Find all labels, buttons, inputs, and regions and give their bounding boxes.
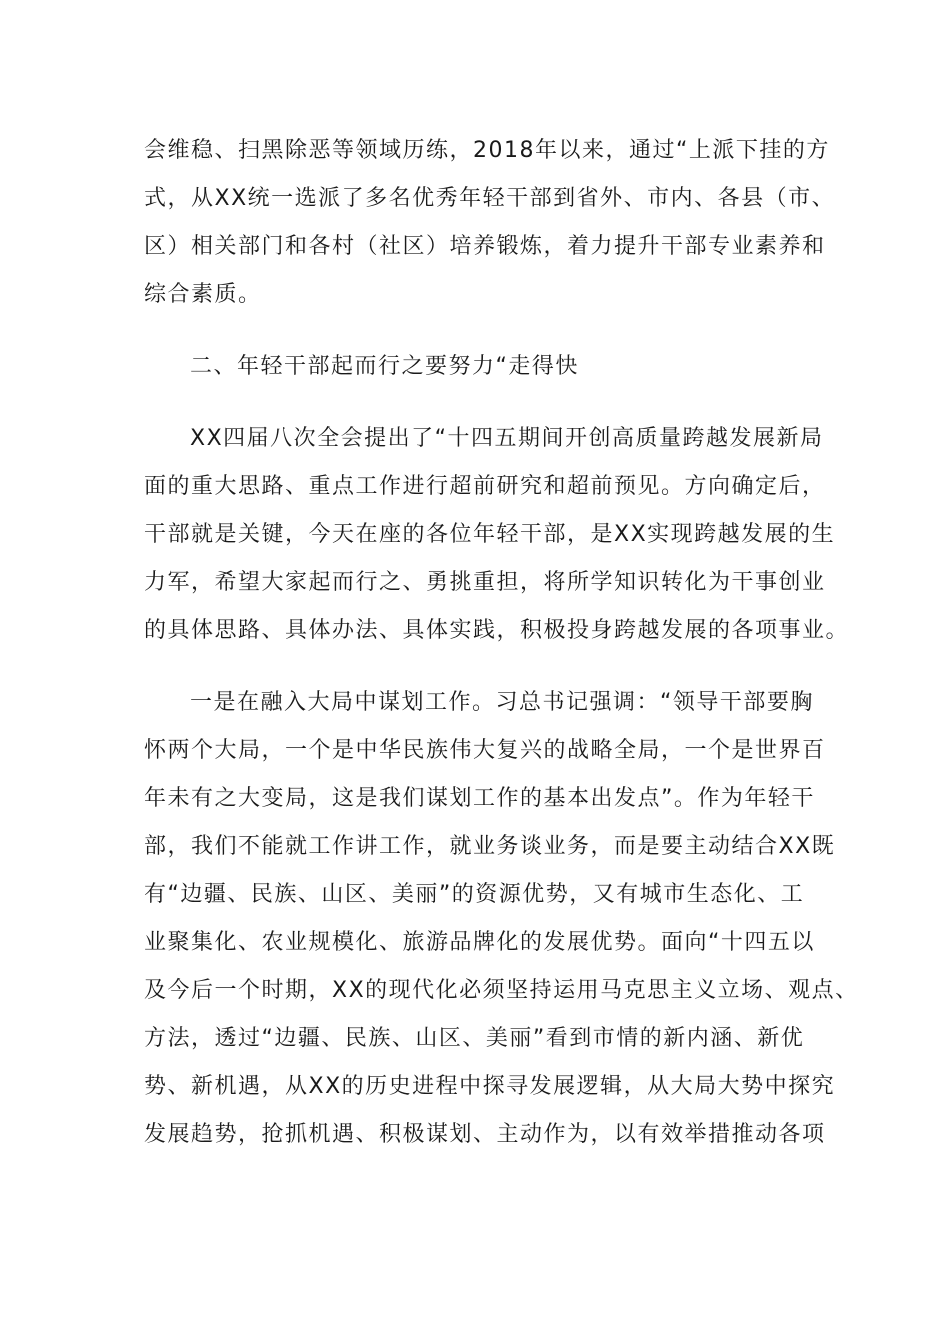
body-text-line: 业聚集化、农业规模化、旅游品牌化的发展优势。面向“十四五以 bbox=[144, 930, 815, 955]
body-text-line: 发展趋势，抢抓机遇、积极谋划、主动作为，以有效举措推动各项 bbox=[144, 1122, 826, 1147]
body-text-line: 面的重大思路、重点工作进行超前研究和超前预见。方向确定后， bbox=[144, 474, 826, 499]
section-heading: 二、年轻干部起而行之要努力“走得快 bbox=[190, 354, 579, 379]
body-text-line: 的具体思路、具体办法、具体实践，积极投身跨越发展的各项事业。 bbox=[144, 618, 850, 643]
body-text-line: 区）相关部门和各村（社区）培养锻炼，着力提升干部专业素养和 bbox=[144, 234, 826, 259]
body-text-line: 年未有之大变局，这是我们谋划工作的基本出发点”。作为年轻干 bbox=[144, 786, 815, 811]
body-text-line: 部，我们不能就工作讲工作，就业务谈业务，而是要主动结合XX既 bbox=[144, 834, 836, 859]
body-text-line: 怀两个大局，一个是中华民族伟大复兴的战略全局，一个是世界百 bbox=[144, 738, 826, 763]
body-text-line: 力军，希望大家起而行之、勇挑重担，将所学知识转化为干事创业 bbox=[144, 570, 826, 595]
body-text-line: 有“边疆、民族、山区、美丽”的资源优势，又有城市生态化、工 bbox=[144, 882, 805, 907]
body-text-line: 及今后一个时期，XX的现代化必须坚持运用马克思主义立场、观点、 bbox=[144, 978, 859, 1003]
body-text-line: 势、新机遇，从XX的历史进程中探寻发展逻辑，从大局大势中探究 bbox=[144, 1074, 836, 1099]
body-text-line: 干部就是关键，今天在座的各位年轻干部，是XX实现跨越发展的生 bbox=[144, 522, 836, 547]
body-text-line: XX四届八次全会提出了“十四五期间开创高质量跨越发展新局 bbox=[190, 426, 824, 451]
body-text-line: 方法，透过“边疆、民族、山区、美丽”看到市情的新内涵、新优 bbox=[144, 1026, 805, 1051]
body-text-line: 式，从XX统一选派了多名优秀年轻干部到省外、市内、各县（市、 bbox=[144, 186, 836, 211]
body-text-line: 一是在融入大局中谋划工作。习总书记强调：“领导干部要胸 bbox=[190, 690, 814, 715]
body-text-line: 综合素质。 bbox=[144, 282, 262, 307]
body-text-line: 会维稳、扫黑除恶等领域历练，2018年以来，通过“上派下挂的方 bbox=[144, 138, 830, 163]
